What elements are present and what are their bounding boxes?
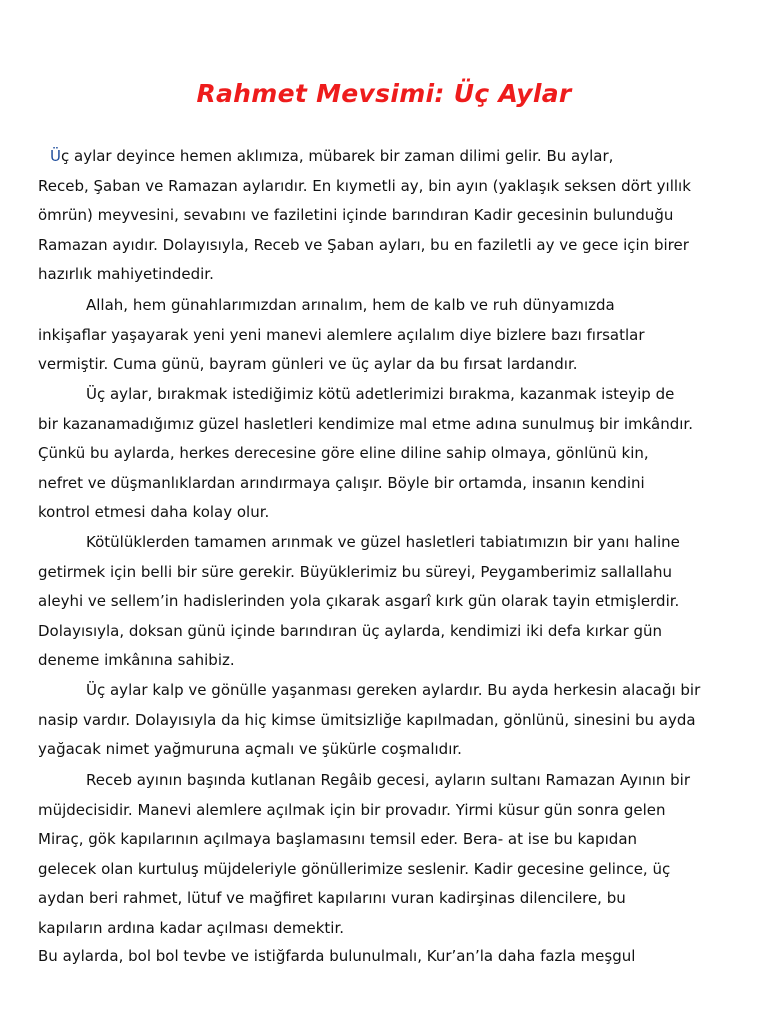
line-text: ç aylar deyince hemen aklımıza, mübarek bir zaman dilimi gelir. Bu aylar, bbox=[60, 147, 614, 165]
paragraph-line: Üç aylar, bırakmak istediğimiz kötü adetlerimizi bırakma, kazanmak isteyip de bbox=[86, 385, 675, 403]
paragraph-line: Ramazan ayıdır. Dolayısıyla, Receb ve Şaban ayları, bu en faziletli ay ve gece için birer bbox=[38, 235, 689, 254]
paragraph-line: hazırlık mahiyetindedir. bbox=[38, 265, 214, 284]
paragraph-line bbox=[38, 142, 750, 172]
paragraph-4 bbox=[38, 528, 750, 676]
paragraph-line: ömrün) meyvesini, sevabını ve faziletini içinde barındıran Kadir gecesinin bulunduğu bbox=[38, 206, 674, 225]
paragraph-line: Receb, Şaban ve Ramazan aylarıdır. En kıymetli ay, bin ayın (yaklaşık seksen dört yıllık bbox=[38, 176, 691, 195]
paragraph-line: Bu aylarda, bol bol tevbe ve istiğfarda bulunulmalı, Kur’an’la daha fazla meşgul bbox=[38, 947, 636, 965]
paragraph-line: Üç aylar kalp ve gönülle yaşanması gereken aylardır. Bu ayda herkesin alacağı bir bbox=[86, 681, 701, 699]
paragraph-line: Receb ayının başında kutlanan Regâib gecesi, ayların sultanı Ramazan Ayının bir bbox=[86, 771, 691, 789]
paragraph-3 bbox=[38, 380, 750, 528]
paragraph-line: Çünkü bu aylarda, herkes derecesine göre eline diline sahip olmaya, gönlünü kin, bbox=[38, 444, 649, 463]
paragraph-1 bbox=[38, 142, 750, 290]
paragraph-line: nasip vardır. Dolayısıyla da hiç kimse ümitsizliğe kapılmadan, gönlünü, sinesini bu ayda bbox=[38, 710, 696, 729]
paragraph-line: nefret ve düşmanlıklardan arındırmaya çalışır. Böyle bir ortamda, insanın kendini bbox=[38, 473, 645, 492]
paragraph-line: kontrol etmesi daha kolay olur. bbox=[38, 503, 270, 522]
paragraph-line: deneme imkânına sahibiz. bbox=[38, 651, 235, 670]
paragraph-6 bbox=[38, 766, 750, 944]
paragraph-line: kapıların ardına kadar açılması demektir. bbox=[38, 918, 344, 937]
paragraph-line: aleyhi ve sellem’in hadislerinden yola çıkarak asgarî kırk gün olarak tayin etmişlerdir. bbox=[38, 592, 680, 611]
paragraph-line: Kötülüklerden tamamen arınmak ve güzel hasletleri tabiatımızın bir yanı haline bbox=[86, 533, 680, 551]
drop-cap: Ü bbox=[50, 147, 61, 165]
paragraph-line: Allah, hem günahlarımızdan arınalım, hem de kalb ve ruh dünyamızda bbox=[86, 296, 615, 314]
paragraph-7 bbox=[38, 942, 750, 972]
paragraph-line: getirmek için belli bir süre gerekir. Büyüklerimiz bu süreyi, Peygamberimiz sallallahu bbox=[38, 562, 672, 581]
paragraph-line: Dolayısıyla, doksan günü içinde barındıran üç aylarda, kendimizi iki defa kırkar gün bbox=[38, 621, 663, 640]
paragraph-line: vermiştir. Cuma günü, bayram günleri ve üç aylar da bu fırsat lardandır. bbox=[38, 355, 578, 374]
paragraph-line: gelecek olan kurtuluş müjdeleriyle gönüllerimize seslenir. Kadir gecesine gelince, üç bbox=[38, 859, 671, 878]
paragraph-line: aydan beri rahmet, lütuf ve mağfiret kapılarını vuran kadirşinas dilencilere, bu bbox=[38, 889, 626, 908]
paragraph-line: bir kazanamadığımız güzel hasletleri kendimize mal etme adına sunulmuş bir imkândır. bbox=[38, 414, 693, 433]
paragraph-line: Miraç, gök kapılarının açılmaya başlamasını temsil eder. Bera- at ise bu kapıdan bbox=[38, 830, 638, 849]
paragraph-2 bbox=[38, 291, 750, 380]
paragraph-line: yağacak nimet yağmuruna açmalı ve şükürle coşmalıdır. bbox=[38, 740, 462, 759]
paragraph-5 bbox=[38, 676, 750, 765]
document-title: Rahmet Mevsimi: Üç Aylar bbox=[196, 78, 572, 108]
paragraph-line: müjdecisidir. Manevi alemlere açılmak için bir provadır. Yirmi küsur gün sonra gelen bbox=[38, 800, 666, 819]
paragraph-line: inkişaflar yaşayarak yeni yeni manevi alemlere açılalım diye bizlere bazı fırsatlar bbox=[38, 325, 645, 344]
